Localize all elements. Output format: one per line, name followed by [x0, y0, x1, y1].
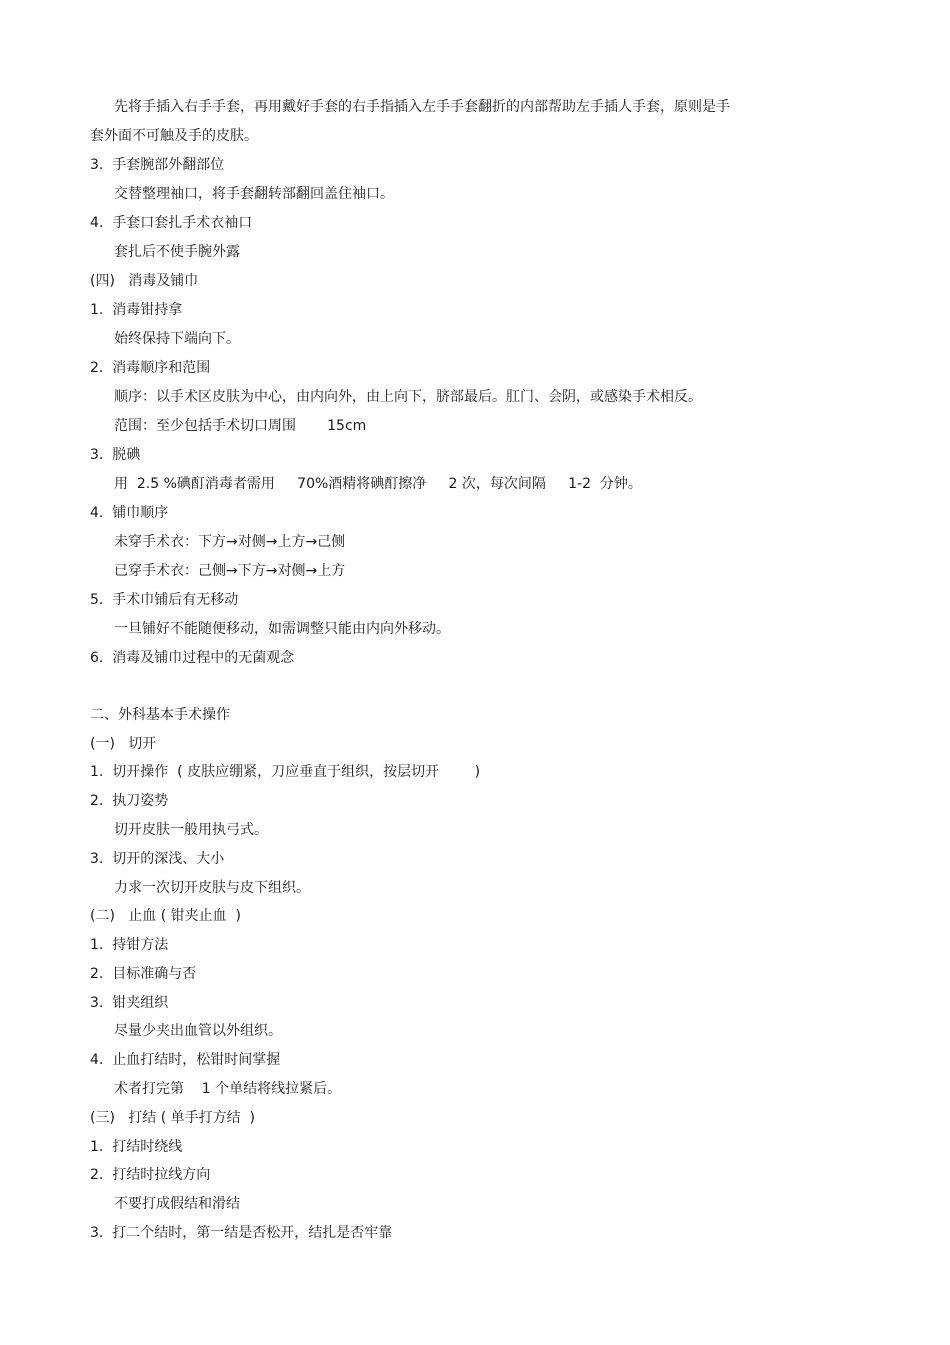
paragraph-line: 套外面不可触及手的皮肤。	[90, 128, 258, 144]
section-heading: (一) 切开	[90, 736, 157, 752]
list-item-heading: 1. 切开操作 ( 皮肤应绷紧，刀应垂直于组织，按层切开 )	[90, 764, 481, 780]
list-item-body: 尽量少夹出血管以外组织。	[114, 1023, 282, 1039]
paragraph-line: 先将手插入右手手套，再用戴好手套的右手指插入左手手套翻折的内部帮助左手插人手套，原则是手	[114, 99, 730, 115]
list-item-body: 交替整理袖口，将手套翻转部翻回盖住袖口。	[114, 186, 394, 202]
chapter-heading: 二、外科基本手术操作	[90, 707, 230, 723]
list-item-heading: 5. 手术巾铺后有无移动	[90, 592, 239, 608]
list-item-body: 用 2.5 %碘酊消毒者需用 70%酒精将碘酊擦净 2 次，每次间隔 1-2 分钟。	[114, 476, 642, 492]
list-item-body: 顺序：以手术区皮肤为中心，由内向外，由上向下，脐部最后。肛门、会阴，或感染手术相反。	[114, 389, 702, 405]
list-item-heading: 2. 目标准确与否	[90, 966, 197, 982]
list-item-heading: 3. 钳夹组织	[90, 995, 169, 1011]
list-item-heading: 2. 执刀姿势	[90, 793, 169, 809]
list-item-body: 始终保持下端向下。	[114, 331, 240, 347]
list-item-body: 套扎后不使手腕外露	[114, 244, 240, 260]
list-item-body: 已穿手术衣：己侧→下方→对侧→上方	[114, 563, 346, 579]
list-item-heading: 1. 消毒钳持拿	[90, 302, 183, 318]
list-item-heading: 2. 消毒顺序和范围	[90, 360, 211, 376]
list-item-body: 范围：至少包括手术切口周围 15cm	[114, 418, 367, 434]
section-heading: (三) 打结 ( 单手打方结 )	[90, 1110, 255, 1126]
list-item-heading: 1. 打结时绕线	[90, 1139, 183, 1155]
list-item-heading: 4. 铺巾顺序	[90, 505, 169, 521]
list-item-heading: 3. 切开的深浅、大小	[90, 851, 225, 867]
list-item-heading: 1. 持钳方法	[90, 937, 169, 953]
list-item-body: 不要打成假结和滑结	[114, 1196, 240, 1212]
list-item-body: 切开皮肤一般用执弓式。	[114, 822, 268, 838]
list-item-heading: 4. 止血打结时，松钳时间掌握	[90, 1052, 281, 1068]
list-item-body: 术者打完第 1 个单结将线拉紧后。	[114, 1081, 342, 1097]
list-item-body: 未穿手术衣：下方→对侧→上方→己侧	[114, 534, 346, 550]
list-item-heading: 4. 手套口套扎手术衣袖口	[90, 215, 253, 231]
section-heading: (二) 止血 ( 钳夹止血 )	[90, 908, 241, 924]
list-item-heading: 3. 脱碘	[90, 447, 141, 463]
list-item-body: 力求一次切开皮肤与皮下组织。	[114, 880, 310, 896]
list-item-heading: 2. 打结时拉线方向	[90, 1167, 211, 1183]
section-heading: (四) 消毒及铺巾	[90, 273, 199, 289]
list-item-heading: 6. 消毒及铺巾过程中的无菌观念	[90, 650, 295, 666]
list-item-heading: 3. 打二个结时，第一结是否松开，结扎是否牢靠	[90, 1225, 393, 1241]
list-item-heading: 3. 手套腕部外翻部位	[90, 157, 225, 173]
list-item-body: 一旦铺好不能随便移动，如需调整只能由内向外移动。	[114, 621, 450, 637]
